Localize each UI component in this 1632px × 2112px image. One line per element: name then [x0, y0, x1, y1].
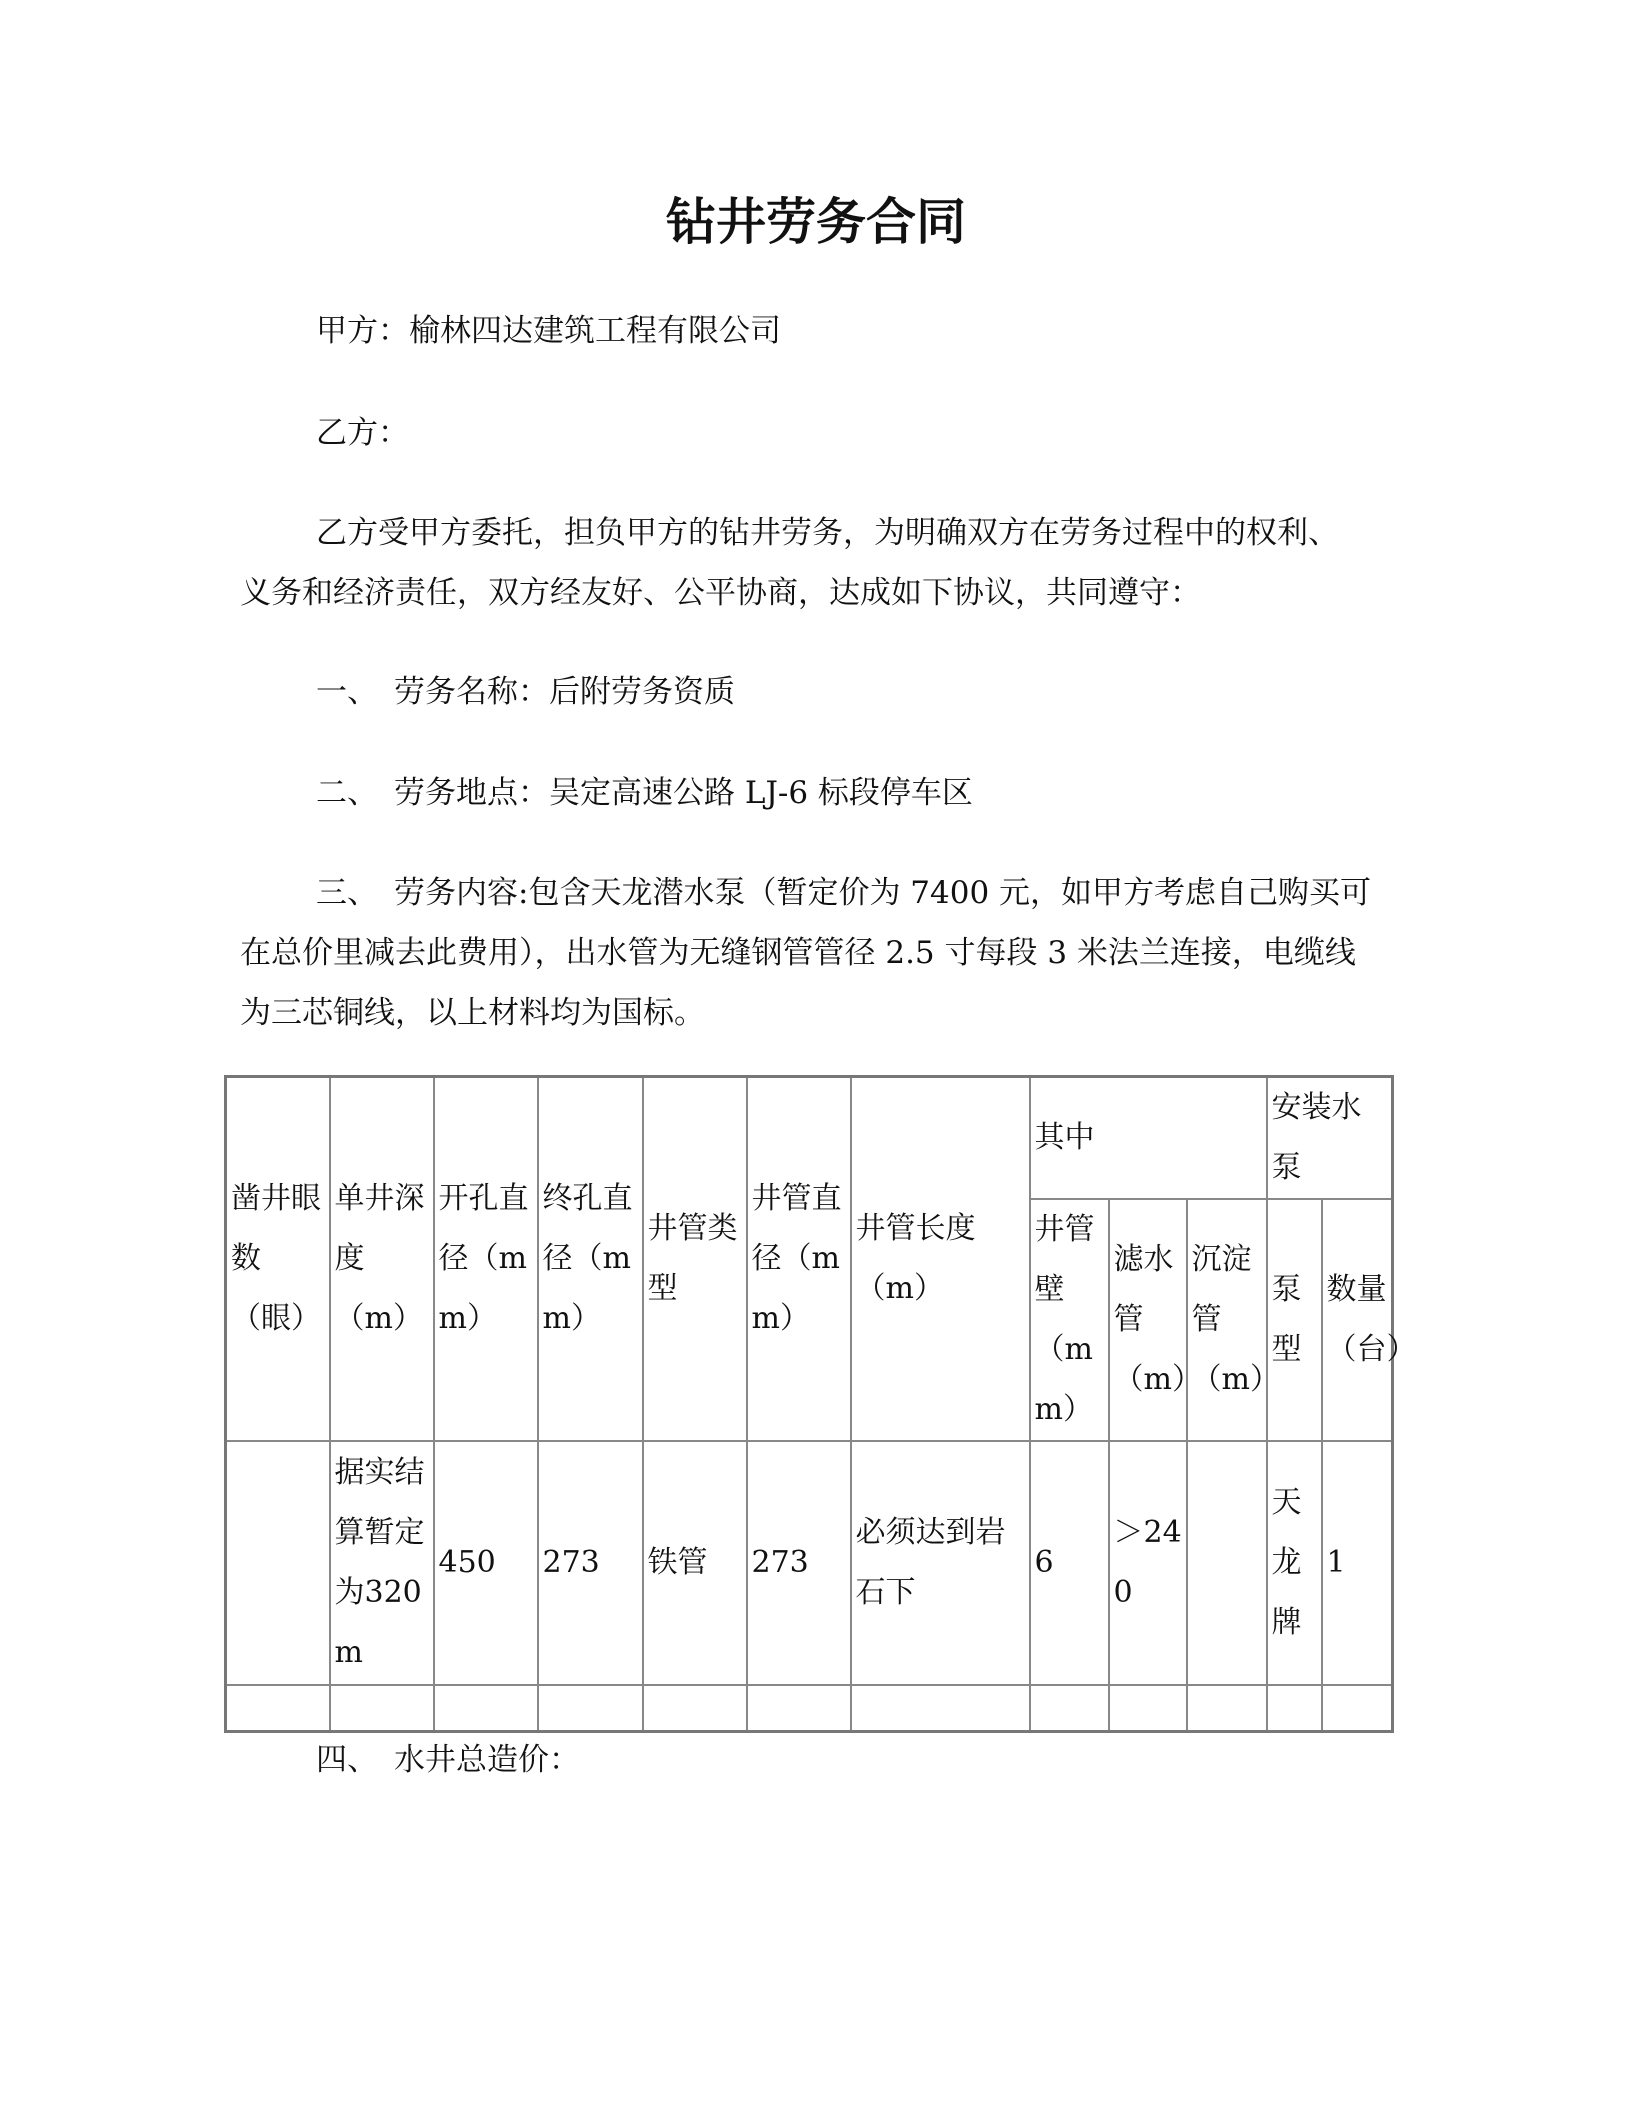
data-cell: 273: [747, 1441, 851, 1685]
clause-1-num: 一、: [316, 674, 378, 710]
header-cell: 终孔直径（mm）: [538, 1077, 643, 1442]
subheader-cell: 沉淀管（m）: [1187, 1199, 1267, 1441]
clause-1-text: 劳务名称：后附劳务资质: [394, 674, 735, 710]
party-a: 甲方：榆林四达建筑工程有限公司: [316, 313, 781, 349]
header-cell: 凿井眼数（眼）: [226, 1077, 330, 1442]
clause-3-num: 三、: [316, 875, 378, 911]
intro-line-2: 义务和经济责任，双方经友好、公平协商，达成如下协议，共同遵守：: [240, 575, 1201, 611]
data-cell: 铁管: [643, 1441, 747, 1685]
clause-4-text: 水井总造价：: [394, 1742, 580, 1778]
header-cell: 其中: [1030, 1077, 1267, 1200]
subheader-cell: 泵型: [1267, 1199, 1322, 1441]
clause-3-line-2: 在总价里减去此费用），出水管为无缝钢管管径 2.5 寸每段 3 米法兰连接，电缆线: [240, 935, 1356, 971]
empty-cell: [538, 1685, 643, 1731]
party-b: 乙方：: [316, 415, 409, 451]
subheader-cell: 数量（台）: [1322, 1199, 1393, 1441]
data-cell: 1: [1322, 1441, 1393, 1685]
well-spec-table: [224, 1075, 1417, 1733]
empty-cell: [1322, 1685, 1393, 1731]
data-cell: 据实结算暂定为320m: [330, 1441, 434, 1685]
clause-4-num: 四、: [316, 1742, 378, 1778]
data-cell: [226, 1441, 330, 1685]
clause-3-line-1: 劳务内容:包含天龙潜水泵（暂定价为 7400 元，如甲方考虑自己购买可: [394, 875, 1372, 911]
intro-line-1: 乙方受甲方委托，担负甲方的钻井劳务，为明确双方在劳务过程中的权利、: [316, 515, 1339, 551]
subheader-cell: 滤水管（m）: [1109, 1199, 1187, 1441]
empty-cell: [1187, 1685, 1267, 1731]
document-title: 钻井劳务合同: [666, 192, 966, 251]
empty-cell: [1267, 1685, 1322, 1731]
header-cell: 井管长度（m）: [851, 1077, 1030, 1442]
header-cell: 井管直径（mm）: [747, 1077, 851, 1442]
header-cell: 井管类型: [643, 1077, 747, 1442]
empty-cell: [330, 1685, 434, 1731]
empty-cell: [747, 1685, 851, 1731]
data-cell: 天龙牌: [1267, 1441, 1322, 1685]
data-cell: 必须达到岩石下: [851, 1441, 1030, 1685]
empty-cell: [1109, 1685, 1187, 1731]
header-cell: 开孔直径（mm）: [434, 1077, 538, 1442]
header-cell: 单井深度（m）: [330, 1077, 434, 1442]
table-row-empty: [226, 1685, 1393, 1731]
data-cell: 6: [1030, 1441, 1109, 1685]
data-cell: 273: [538, 1441, 643, 1685]
empty-cell: [226, 1685, 330, 1731]
empty-cell: [851, 1685, 1030, 1731]
header-cell: 安装水泵: [1267, 1077, 1393, 1200]
empty-cell: [434, 1685, 538, 1731]
clause-2-num: 二、: [316, 775, 378, 811]
empty-cell: [1030, 1685, 1109, 1731]
data-cell: [1187, 1441, 1267, 1685]
clause-2-text: 劳务地点：吴定高速公路 LJ-6 标段停车区: [394, 775, 973, 811]
empty-cell: [643, 1685, 747, 1731]
data-cell: 450: [434, 1441, 538, 1685]
clause-3-line-3: 为三芯铜线，以上材料均为国标。: [240, 995, 705, 1031]
subheader-cell: 井管壁（mm）: [1030, 1199, 1109, 1441]
data-cell: ＞240: [1109, 1441, 1187, 1685]
table-row: [226, 1441, 1393, 1685]
